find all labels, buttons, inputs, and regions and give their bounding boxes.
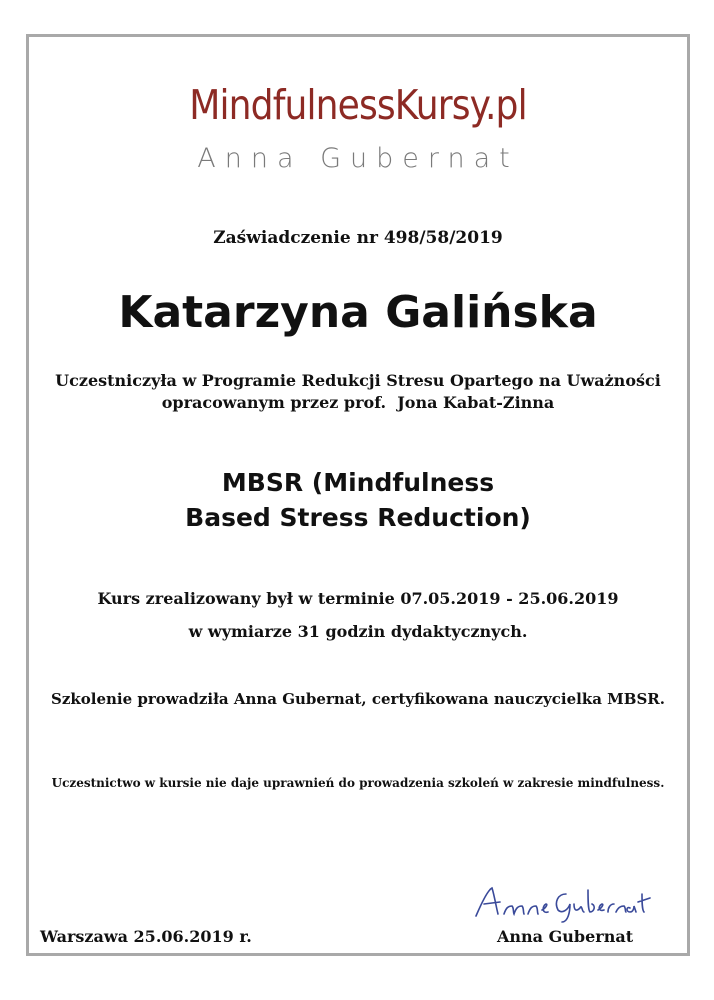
signature	[458, 880, 668, 924]
disclaimer: Uczestnictwo w kursie nie daje uprawnień do prowadzenia szkoleń w zakresie mindfulness.	[51, 776, 665, 790]
place-and-date: Warszawa 25.06.2019 r.	[40, 927, 252, 946]
program-title-line-2: Based Stress Reduction)	[185, 503, 531, 532]
course-hours: w wymiarze 31 godzin dydaktycznych.	[188, 622, 528, 641]
brand-subtitle: Anna Gubernat	[197, 143, 519, 174]
certificate-number: Zaświadczenie nr 498/58/2019	[213, 228, 503, 248]
trainer-statement: Szkolenie prowadziła Anna Gubernat, certyfikowana nauczycielka MBSR.	[51, 690, 665, 708]
participation-line-1: Uczestniczyła w Programie Redukcji Stresu Opartego na Uważności	[55, 371, 661, 390]
program-title-line-1: MBSR (Mindfulness	[221, 468, 495, 497]
signatory-name: Anna Gubernat	[497, 927, 634, 946]
brand-logo-text: MindfulnessKursy.pl	[189, 81, 527, 129]
recipient-name: Katarzyna Galińska	[118, 287, 598, 338]
participation-line-2: opracowanym przez prof. Jona Kabat-Zinna	[161, 393, 555, 412]
brand-logo	[66, 80, 650, 130]
participation-statement	[26, 370, 690, 414]
program-title	[26, 465, 690, 535]
course-dates: Kurs zrealizowany był w terminie 07.05.2019 - 25.06.2019	[97, 589, 619, 608]
